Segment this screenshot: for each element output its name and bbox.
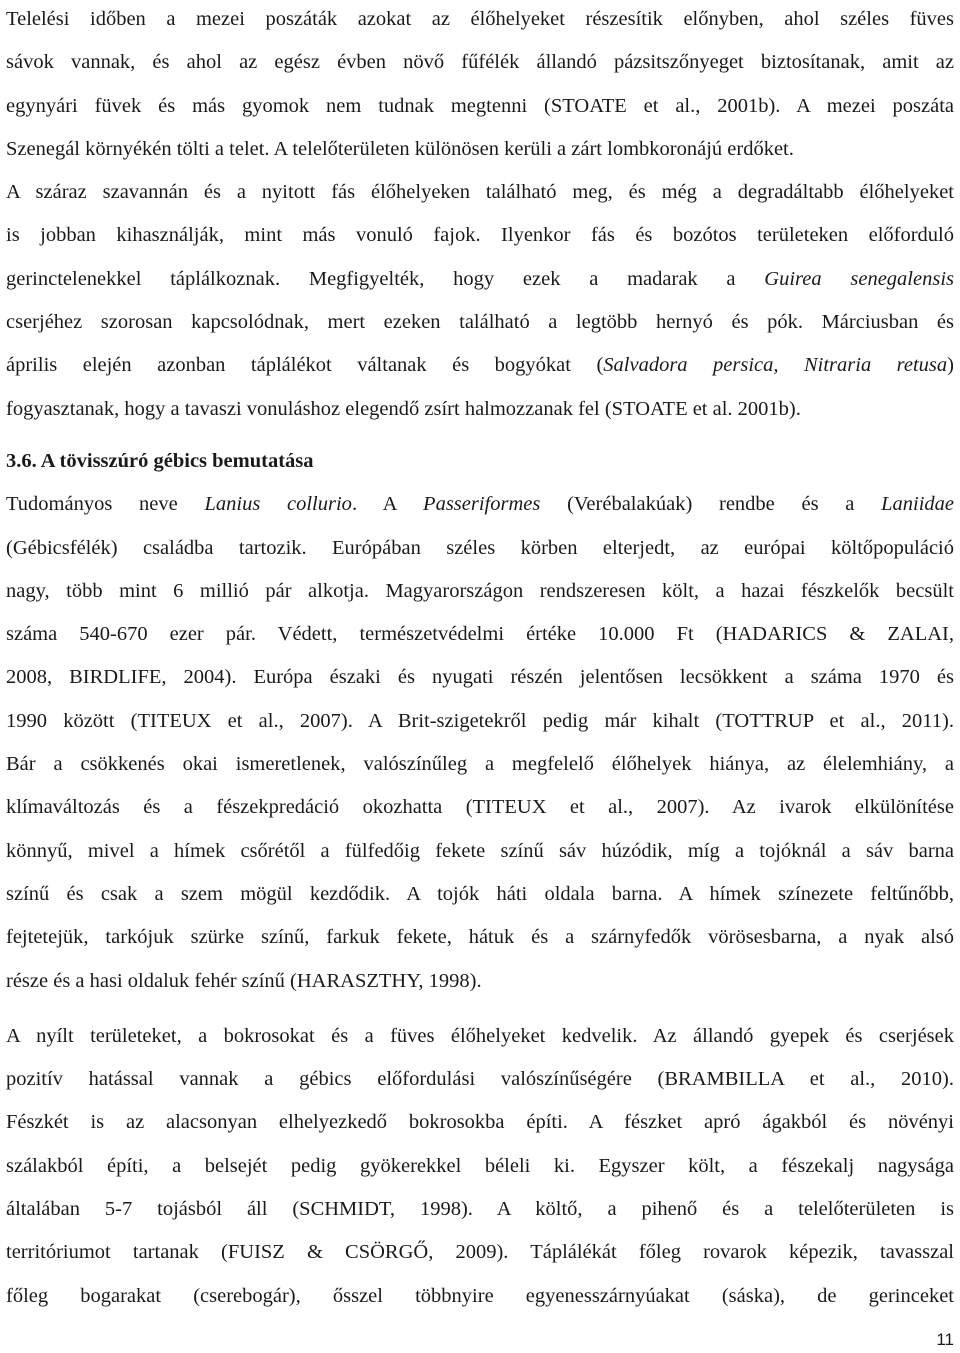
text-line xyxy=(6,483,954,526)
text-line xyxy=(6,41,954,84)
document-page xyxy=(6,0,954,1318)
text-line xyxy=(6,916,954,959)
text-line xyxy=(6,700,954,743)
text-line xyxy=(6,344,954,387)
text-line xyxy=(6,656,954,699)
italic-text: Guirea senegalensis xyxy=(764,267,954,290)
text-run: klímaváltozás és a fészekpredáció okozhatta (TITEUX et al., 2007). Az ivarok elkülönítése xyxy=(6,796,954,819)
text-line xyxy=(6,1145,954,1188)
text-run: Telelési időben a mezei poszáták azokat az élőhelyeket részesítik előnyben, ahol széles füves xyxy=(6,8,954,30)
text-run: könnyű, mivel a hímek csőrétől a fülfedőig fekete színű sáv húzódik, míg a tojóknál a sáv barna xyxy=(6,839,954,862)
text-run: is jobban kihasználják, mint más vonuló fajok. Ilyenkor fás és bozótos területeken előforduló xyxy=(6,224,954,247)
italic-text: Laniidae xyxy=(881,493,955,516)
text-line xyxy=(6,388,954,431)
text-line xyxy=(6,1058,954,1101)
section-number: 3.6. xyxy=(6,449,37,472)
text-line xyxy=(6,258,954,301)
text-line xyxy=(6,1015,954,1058)
text-run: Bár a csökkenés okai ismeretlenek, valószínűleg a megfelelő élőhelyek hiánya, az élelemhiány, a xyxy=(6,753,954,776)
text-run: Tudományos neve xyxy=(6,493,205,516)
text-line xyxy=(6,570,954,613)
text-run: szálakból építi, a belsejét pedig gyökerekkel béleli ki. Egyszer költ, a fészekalj nagysága xyxy=(6,1154,954,1177)
italic-text: Salvadora persica, Nitraria retusa xyxy=(603,354,948,377)
text-line xyxy=(6,1231,954,1274)
text-run: gerinctelenekkel táplálkoznak. Megfigyelték, hogy ezek a madarak a xyxy=(6,267,765,290)
italic-text: Lanius collurio xyxy=(204,493,352,516)
text-line xyxy=(6,830,954,873)
text-run: A nyílt területeket, a bokrosokat és a füves élőhelyeket kedvelik. Az állandó gyepek és cserjések xyxy=(6,1024,954,1047)
text-run: április elején azonban táplálékot váltanak és bogyókat ( xyxy=(6,354,604,377)
text-line xyxy=(6,128,954,171)
text-line xyxy=(6,1275,954,1318)
text-run: része és a hasi oldaluk fehér színű (HARASZTHY, 1998). xyxy=(6,969,482,992)
text-line xyxy=(6,214,954,257)
text-line xyxy=(6,613,954,656)
text-line xyxy=(6,1101,954,1144)
text-run: 2008, BIRDLIFE, 2004). Európa északi és nyugati részén jelentősen lecsökkent a száma 1970 és xyxy=(6,666,954,689)
italic-text: Passeriformes xyxy=(423,493,541,516)
text-line xyxy=(6,171,954,214)
text-run: (Gébicsfélék) családba tartozik. Európában széles körben elterjedt, az európai költőpopuláció xyxy=(6,536,954,559)
text-run: cserjéhez szorosan kapcsolódnak, mert ezeken található a legtöbb hernyó és pók. Márciusban és xyxy=(6,311,954,334)
text-line xyxy=(6,873,954,916)
text-run: pozitív hatással vannak a gébics előfordulási valószínűségére (BRAMBILLA et al., 2010). xyxy=(6,1068,954,1091)
text-run: száma 540-670 ezer pár. Védett, természetvédelmi értéke 10.000 Ft (HADARICS & ZALAI, xyxy=(6,623,954,646)
text-run: nagy, több mint 6 millió pár alkotja. Magyarországon rendszeresen költ, a hazai fészkelők becsült xyxy=(6,579,954,602)
text-run: egynyári füvek és más gyomok nem tudnak megtenni (STOATE et al., 2001b). A mezei poszáta xyxy=(6,94,954,117)
text-line xyxy=(6,786,954,829)
paragraph-shrike-description xyxy=(6,483,954,1003)
text-run: sávok vannak, és ahol az egész évben növő fűfélék állandó pázsitszőnyeget biztosítanak, amit az xyxy=(6,51,954,74)
text-run: 1990 között (TITEUX et al., 2007). A Brit-szigetekről pedig már kihalt (TOTTRUP et al., 2011). xyxy=(6,709,954,732)
text-run: ) xyxy=(947,354,954,377)
paragraph-shrike-habitat xyxy=(6,1015,954,1318)
text-line xyxy=(6,743,954,786)
text-line xyxy=(6,960,954,1003)
text-line xyxy=(6,301,954,344)
text-run: főleg bogarakat (cserebogár), ősszel többnyire egyenesszárnyúakat (sáska), de gerinceket xyxy=(6,1284,954,1307)
section-title: A tövisszúró gébics bemutatása xyxy=(40,449,314,472)
text-run: fogyasztanak, hogy a tavaszi vonuláshoz elegendő zsírt halmozzanak fel (STOATE et al. 2001b). xyxy=(6,397,801,420)
text-line xyxy=(6,1188,954,1231)
text-run: Szenegál környékén tölti a telet. A telelőterületen különösen kerüli a zárt lombkoronájú erdőket. xyxy=(6,137,794,160)
text-run: színű és csak a szem mögül kezdődik. A tojók háti oldala barna. A hímek színezete feltűnőbb, xyxy=(6,882,954,905)
text-run: fejtetejük, tarkójuk szürke színű, farkuk fekete, hátuk és a szárnyfedők vörösesbarna, a nyak alsó xyxy=(6,926,954,949)
paragraph-warbler xyxy=(6,0,954,431)
text-line xyxy=(6,527,954,570)
text-line xyxy=(6,0,954,41)
text-run: Fészkét is az alacsonyan elhelyezkedő bokrosokba építi. A fészket apró ágakból és növényi xyxy=(6,1111,954,1134)
text-run: A száraz szavannán és a nyitott fás élőhelyeken található meg, és még a degradáltabb élőhelyeket xyxy=(6,181,954,204)
text-run: territóriumot tartanak (FUISZ & CSÖRGŐ, 2009). Táplálékát főleg rovarok képezik, tavasszal xyxy=(6,1241,954,1264)
section-heading xyxy=(6,440,954,483)
page-number: 11 xyxy=(936,1330,954,1349)
text-run: (Verébalakúak) rendbe és a xyxy=(540,493,882,516)
text-run: általában 5-7 tojásból áll (SCHMIDT, 1998). A költő, a pihenő és a telelőterületen is xyxy=(6,1198,954,1221)
text-run: . A xyxy=(351,493,424,516)
text-line xyxy=(6,85,954,128)
